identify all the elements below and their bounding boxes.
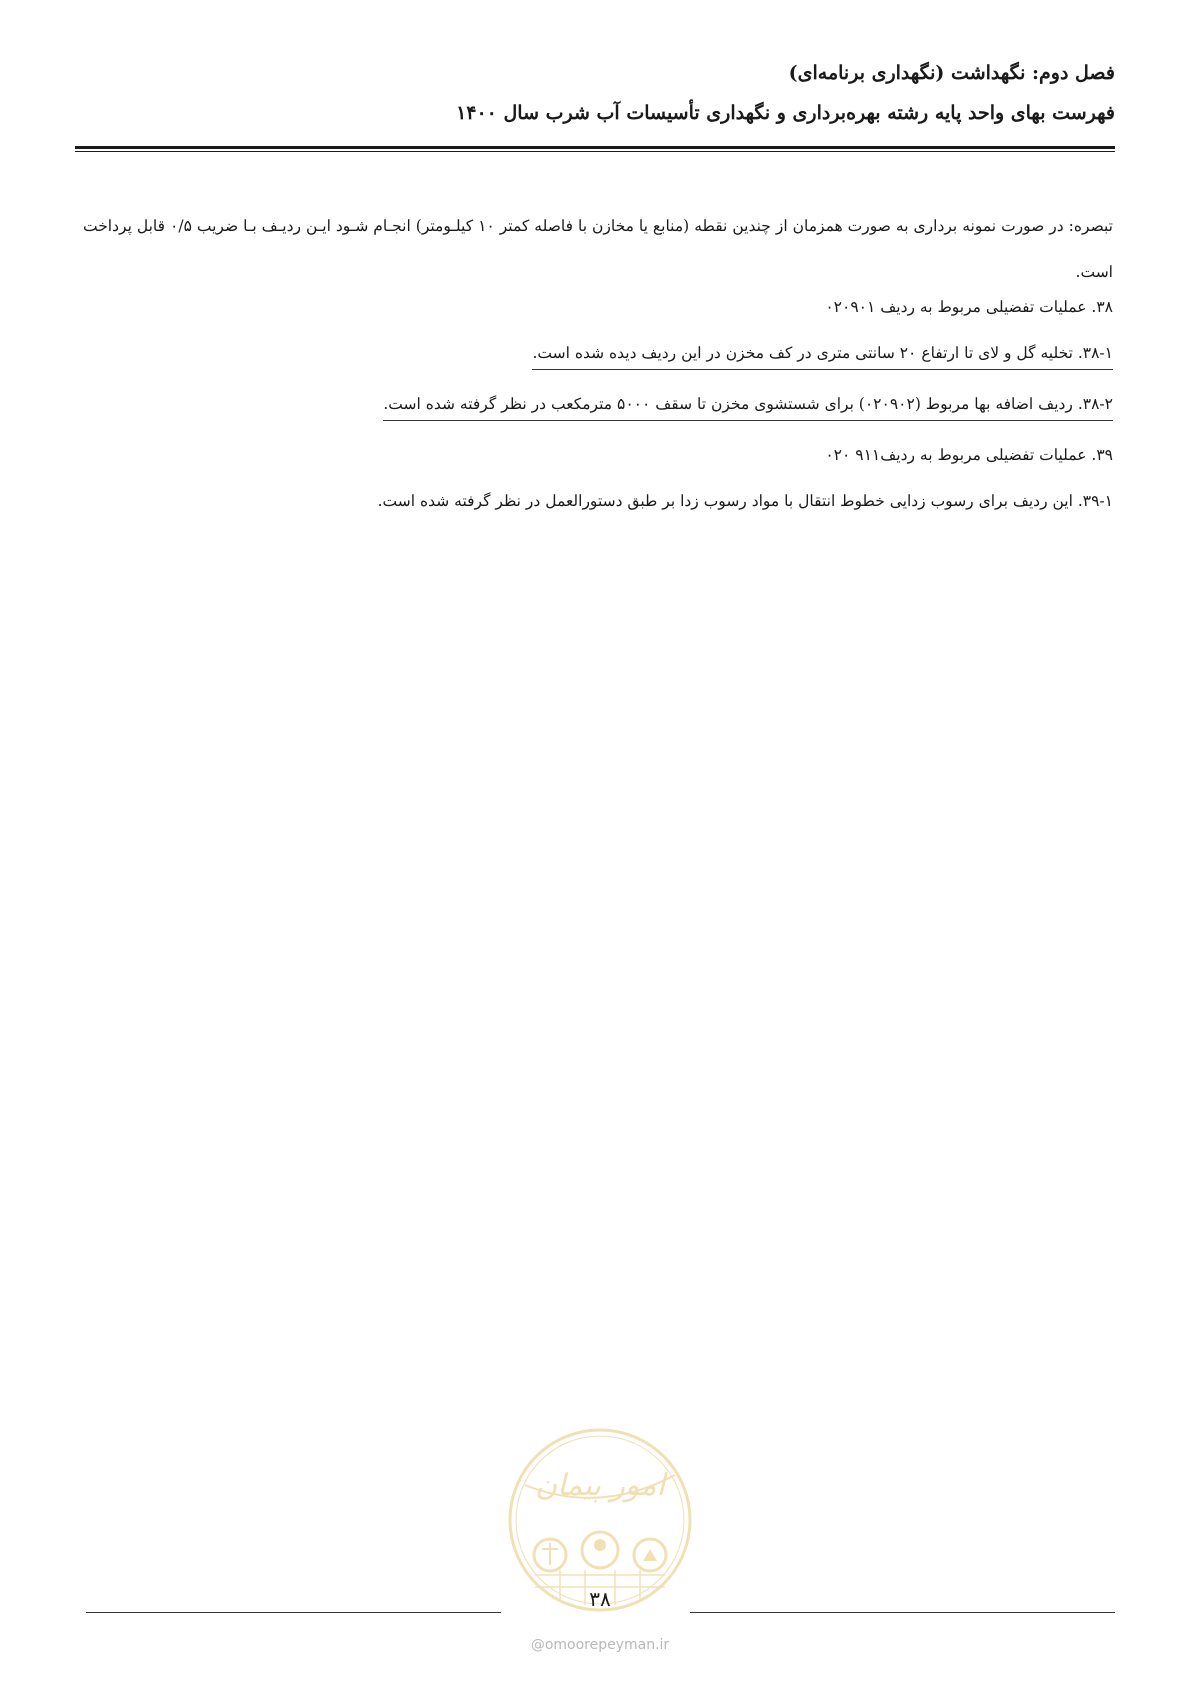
item-39-text: ۳۹. عملیات تفضیلی مربوط به ردیف۹۱۱ ۰۲۰ xyxy=(825,446,1113,464)
item-38-2 xyxy=(83,392,1113,421)
chapter-title: فصل دوم: نگهداشت (نگهداری برنامه‌ای) xyxy=(788,62,1115,84)
item-38-1-text: ۳۸-۱. تخلیه گل و لای تا ارتفاع ۲۰ سانتی متری در کف مخزن در این ردیف دیده شده است. xyxy=(532,341,1113,370)
header-divider xyxy=(75,146,1115,152)
item-38-1 xyxy=(83,341,1113,370)
item-39 xyxy=(83,443,1113,467)
item-38 xyxy=(83,295,1113,319)
site-credit: @omoorepeyman.ir xyxy=(530,1637,670,1653)
document-title: فهرست بهای واحد پایه رشته بهره‌برداری و نگهداری تأسیسات آب شرب سال ۱۴۰۰ xyxy=(456,102,1115,124)
footer-divider-left xyxy=(86,1612,501,1613)
watermark-logo-text: امور پیمان xyxy=(535,1468,665,1503)
item-38-text: ۳۸. عملیات تفضیلی مربوط به ردیف ۰۲۰۹۰۱ xyxy=(825,298,1113,316)
document-body xyxy=(83,214,1113,535)
note-paragraph: تبصره: در صورت نمونه برداری به صورت همزمان از چندین نقطه (منابع یا مخازن با فاصله کمتر ۱۰ کیلـومتر) انجـام شـود ایـن ردیـف بـا ضریب ۰/۵ قابل پرداخت است. xyxy=(83,217,1114,281)
page-header xyxy=(75,58,1115,128)
item-39-1-text: ۳۹-۱. این ردیف برای رسوب زدایی خطوط انتقال با مواد رسوب زدا بر طبق دستورالعمل در نظر گرفته شده است. xyxy=(377,492,1113,510)
footer-divider-right xyxy=(690,1612,1115,1613)
item-38-2-text: ۳۸-۲. ردیف اضافه بها مربوط (۰۲۰۹۰۲) برای شستشوی مخزن تا سقف ۵۰۰۰ مترمکعب در نظر گرفته شده است. xyxy=(383,392,1113,421)
item-39-1 xyxy=(83,489,1113,513)
page-number: ۳۸ xyxy=(589,1587,611,1611)
